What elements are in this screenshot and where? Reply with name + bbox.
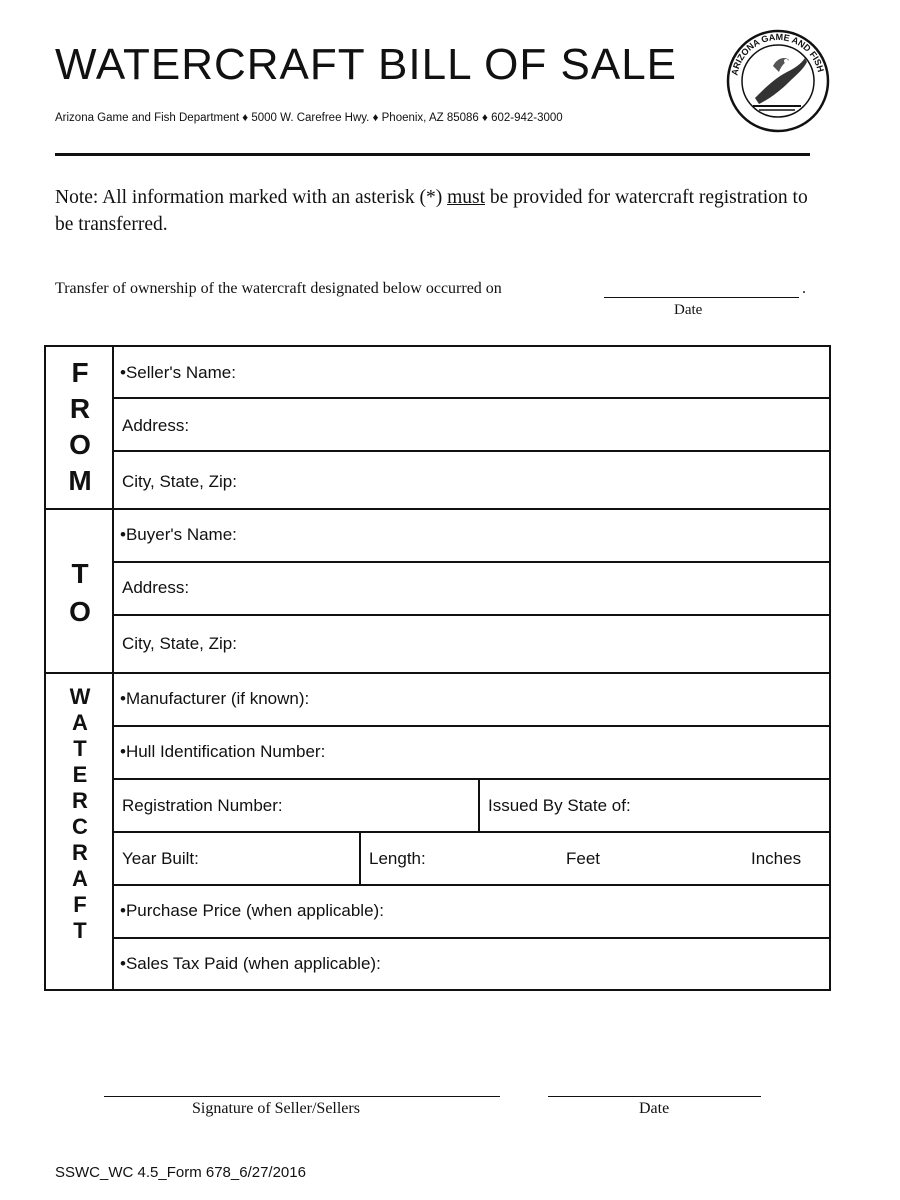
length-field[interactable]: Length: [369,849,426,868]
section-letter: A [72,866,88,891]
buyer-city-state-zip-field[interactable]: City, State, Zip: [122,634,237,653]
instructions-note [55,184,825,238]
section-letter: T [73,736,87,761]
row-divider [114,614,829,616]
row-divider [114,937,829,939]
length-feet-unit: Feet [566,849,601,868]
page-title: WATERCRAFT BILL OF SALE [55,40,678,89]
section-letter: R [72,788,88,813]
section-label-from [46,355,114,499]
registration-number-field[interactable]: Registration Number: [122,796,283,815]
year-built-field[interactable]: Year Built: [122,849,199,868]
section-letter: W [69,684,91,709]
seal-text: ARIZONA GAME AND FISH [729,31,826,77]
transfer-period: . [802,280,806,297]
cell-divider [359,831,361,885]
row-divider [114,725,829,727]
section-letter: E [72,762,88,787]
seller-name-field[interactable]: •Seller's Name: [120,363,236,382]
bill-of-sale-table [44,345,831,991]
section-label-watercraft [46,684,114,944]
section-letter: O [69,429,91,460]
row-divider [114,561,829,563]
section-letter: A [72,710,88,735]
section-letter: T [71,558,89,589]
row-divider [114,778,829,780]
transfer-statement: Transfer of ownership of the watercraft designated below occurred on [55,280,502,297]
transfer-date-blank[interactable] [604,297,799,298]
section-label-to [46,555,114,631]
seller-signature-line[interactable] [104,1096,500,1097]
section-divider-from [46,508,829,510]
seller-signature-caption: Signature of Seller/Sellers [192,1100,360,1117]
note-text-after: be provided for watercraft registration to be transferred. [55,187,808,235]
section-letter: R [69,393,91,424]
section-letter: C [72,814,88,839]
seller-city-state-zip-field[interactable]: City, State, Zip: [122,472,237,491]
agency-seal-icon [725,28,831,134]
row-divider [114,397,829,399]
length-inches-unit: Inches [751,849,802,868]
signature-date-line[interactable] [548,1096,761,1097]
cell-divider [478,778,480,833]
hull-id-field[interactable]: •Hull Identification Number: [120,742,326,761]
section-letter: F [73,892,87,917]
manufacturer-field[interactable]: •Manufacturer (if known): [120,689,310,708]
form-identifier: SSWC_WC 4.5_Form 678_6/27/2016 [55,1164,306,1181]
note-text-before: Note: All information marked with an asterisk (*) [55,187,448,208]
seller-address-field[interactable]: Address: [122,416,190,435]
purchase-price-field[interactable]: •Purchase Price (when applicable): [120,901,384,920]
buyer-address-field[interactable]: Address: [122,578,190,597]
section-letter: F [71,357,89,388]
section-letter: M [68,465,92,496]
note-emphasis: must [447,187,486,208]
buyer-name-field[interactable]: •Buyer's Name: [120,525,237,544]
sales-tax-field[interactable]: •Sales Tax Paid (when applicable): [120,954,381,973]
row-divider [114,884,829,886]
header-divider [55,153,810,156]
section-letter: R [72,840,88,865]
section-divider-to [46,672,829,674]
signature-date-caption: Date [639,1100,670,1117]
section-letter: T [73,918,87,943]
department-address: Arizona Game and Fish Department ♦ 5000 W. Carefree Hwy. ♦ Phoenix, AZ 85086 ♦ 602-942-3000 [55,112,563,124]
transfer-date-caption: Date [674,302,703,318]
section-letter: O [69,596,91,627]
row-divider [114,450,829,452]
row-divider [114,831,829,833]
issued-by-state-field[interactable]: Issued By State of: [488,796,631,815]
